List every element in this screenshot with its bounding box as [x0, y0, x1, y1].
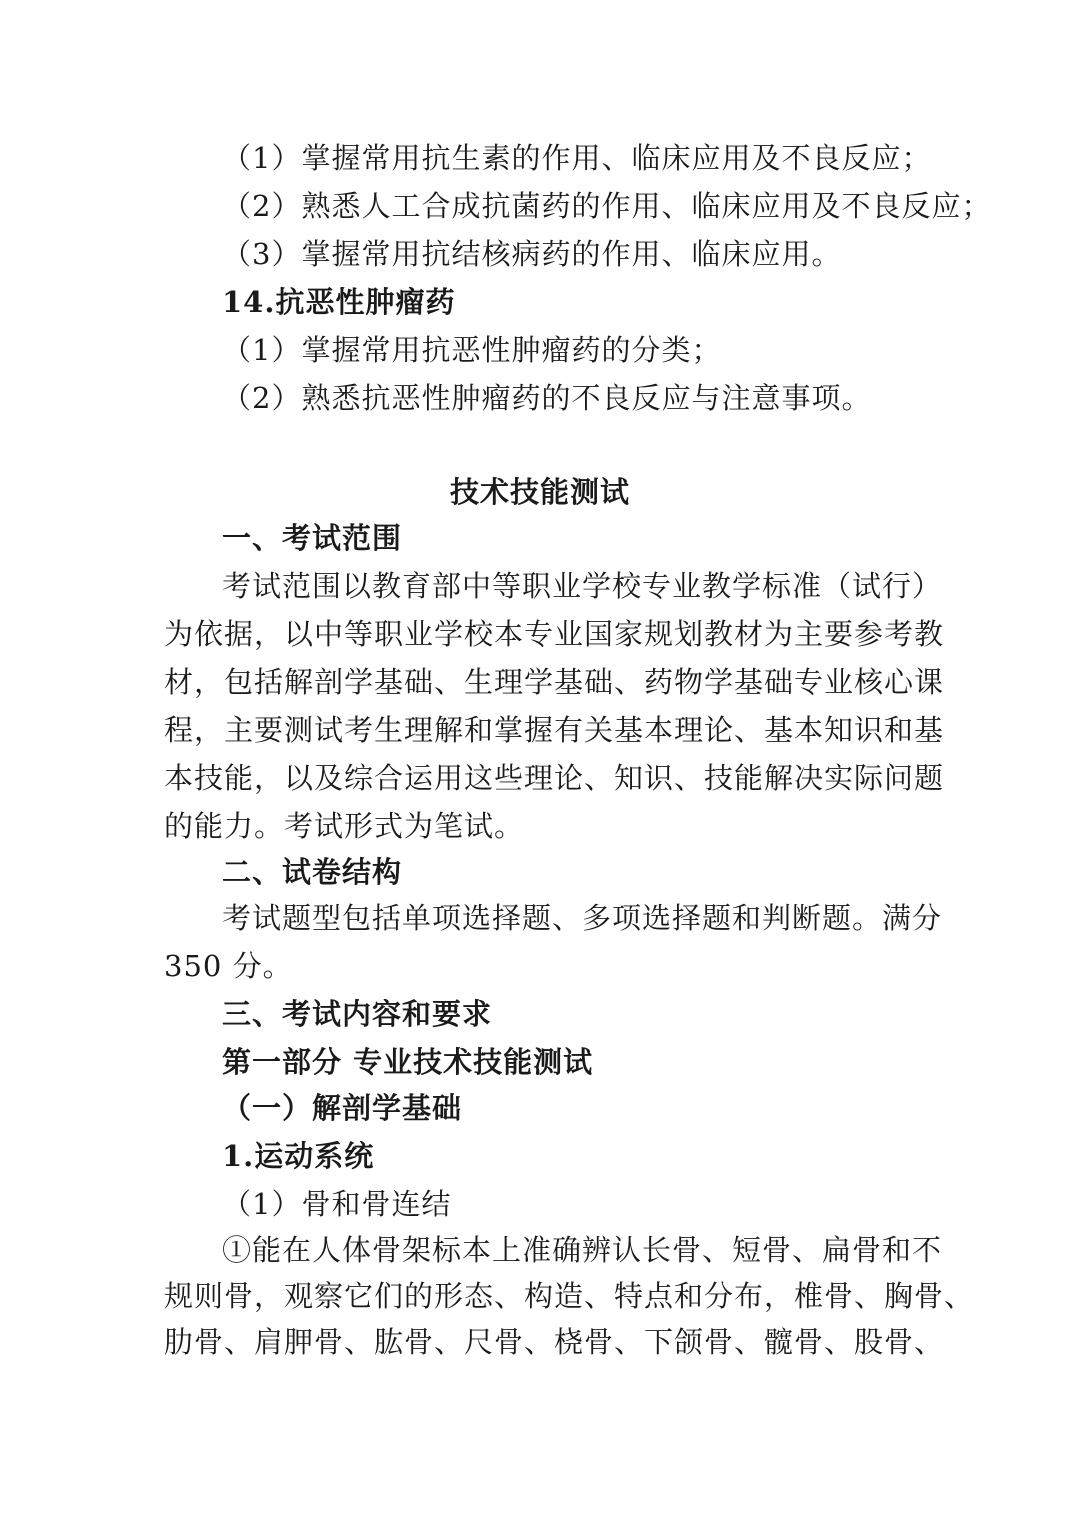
- list-item: （2）熟悉人工合成抗菌药的作用、临床应用及不良反应；: [222, 189, 992, 223]
- paragraph-line: 考试题型包括单项选择题、多项选择题和判断题。满分: [222, 901, 943, 935]
- list-item: （1）掌握常用抗恶性肿瘤药的分类；: [222, 333, 722, 367]
- list-item: （2）熟悉抗恶性肿瘤药的不良反应与注意事项。: [222, 381, 872, 415]
- topic-heading: 1.运动系统: [222, 1139, 375, 1173]
- paragraph-line: 程，主要测试考生理解和掌握有关基本理论、基本知识和基: [164, 713, 945, 747]
- paragraph-line: 为依据，以中等职业学校本专业国家规划教材为主要参考教: [164, 617, 945, 651]
- list-item: （1）掌握常用抗生素的作用、临床应用及不良反应；: [222, 141, 932, 175]
- paragraph-line: 肋骨、肩胛骨、肱骨、尺骨、桡骨、下颌骨、髋骨、股骨、: [164, 1325, 945, 1359]
- paragraph-line: 规则骨，观察它们的形态、构造、特点和分布，椎骨、胸骨、: [164, 1279, 975, 1313]
- paragraph-line: 材，包括解剖学基础、生理学基础、药物学基础专业核心课: [164, 665, 945, 699]
- section-heading-scope: 一、考试范围: [222, 521, 403, 555]
- section-heading-14: 14.抗恶性肿瘤药: [222, 285, 456, 319]
- paragraph-line: ①能在人体骨架标本上准确辨认长骨、短骨、扁骨和不: [222, 1233, 943, 1267]
- section-heading-content: 三、考试内容和要求: [222, 997, 493, 1031]
- page-title: 技术技能测试: [449, 475, 630, 509]
- paragraph-line: 的能力。考试形式为笔试。: [164, 809, 525, 843]
- paragraph-line: 考试范围以教育部中等职业学校专业教学标准（试行）: [222, 569, 943, 603]
- list-item: （3）掌握常用抗结核病药的作用、临床应用。: [222, 237, 842, 271]
- section-heading-structure: 二、试卷结构: [222, 855, 403, 889]
- subpart-heading: （一）解剖学基础: [222, 1091, 463, 1125]
- subtopic-heading: （1）骨和骨连结: [222, 1187, 452, 1221]
- paragraph-line: 本技能，以及综合运用这些理论、知识、技能解决实际问题: [164, 761, 945, 795]
- part-heading: 第一部分 专业技术技能测试: [222, 1045, 594, 1079]
- paragraph-line: 350 分。: [164, 949, 293, 983]
